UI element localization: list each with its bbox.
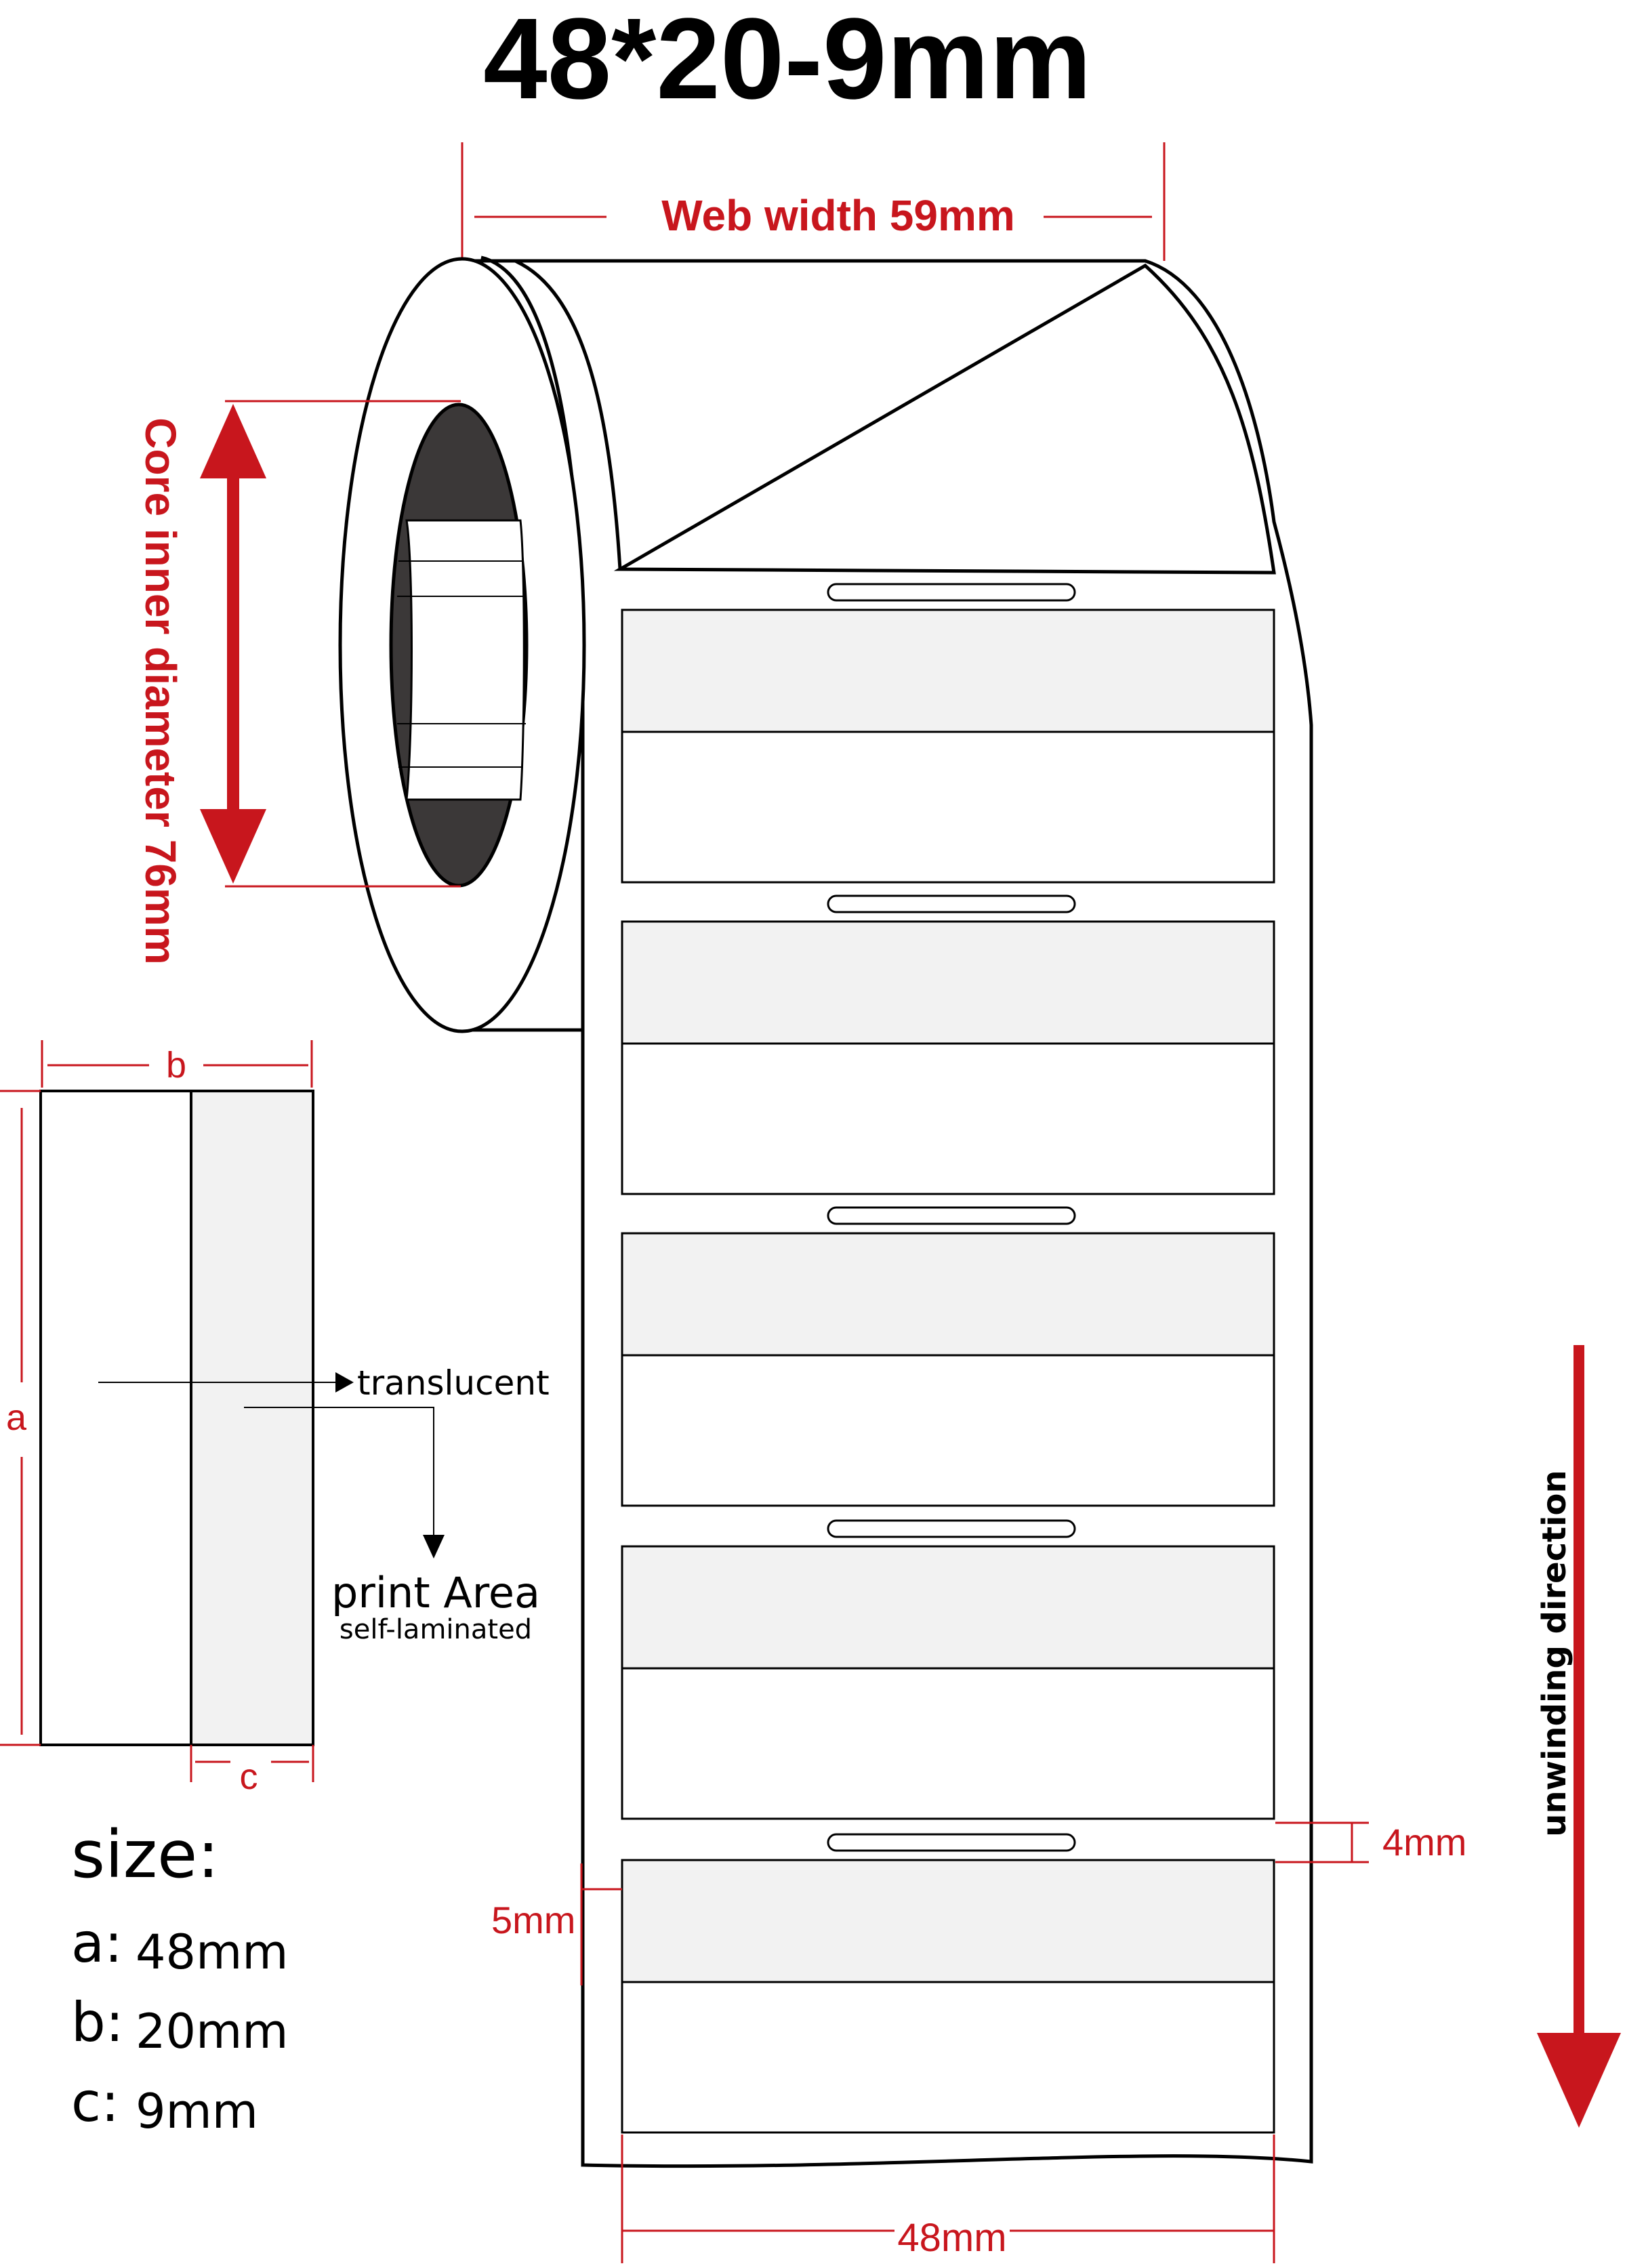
label-print-area [622, 922, 1274, 1044]
size-c-value: 9mm [136, 2084, 258, 2139]
label-print-area [622, 1860, 1274, 1982]
label-print-area [622, 610, 1274, 732]
label-print-area [622, 1546, 1274, 1668]
label-gap-slot [828, 1834, 1075, 1851]
roll-core [391, 405, 527, 886]
size-b-value: 20mm [136, 2004, 289, 2059]
size-c-key: c: [71, 2071, 119, 2134]
label-translucent-area [622, 732, 1274, 882]
label-gap-slot [828, 896, 1075, 912]
label-gap-slot [828, 584, 1075, 600]
core-diameter-label: Core inner diameter 76mm [136, 417, 185, 965]
c-dimension-label: c [239, 1756, 258, 1797]
a-dimension-label: a [5, 1397, 27, 1438]
label-translucent-area [622, 1982, 1274, 2132]
translucent-label: translucent [357, 1363, 550, 1403]
page-title: 48*20-9mm [483, 0, 1092, 123]
size-a-key: a: [71, 1912, 123, 1975]
label-stack [622, 584, 1274, 2132]
print-area-label: print Area [331, 1568, 541, 1617]
label-gap-slot [828, 1208, 1075, 1224]
size-heading: size: [71, 1817, 220, 1893]
label-width-text: 48mm [897, 2216, 1007, 2260]
label-print-area [622, 1233, 1274, 1355]
label-gap-slot [828, 1521, 1075, 1537]
size-b-key: b: [71, 1991, 124, 2054]
unwinding-direction-label: unwinding direction [1536, 1470, 1573, 1837]
label-translucent-area [622, 1044, 1274, 1194]
print-area-height-label: 5mm [491, 1899, 576, 1941]
label-translucent-area [622, 1355, 1274, 1506]
size-a-value: 48mm [136, 1924, 289, 1980]
web-width-label: Web width 59mm [661, 191, 1015, 240]
self-laminated-label: self-laminated [339, 1614, 533, 1645]
gap-label: 4mm [1382, 1821, 1467, 1863]
size-list [71, 1912, 288, 2139]
b-dimension-label: b [165, 1045, 187, 1086]
label-translucent-area [622, 1668, 1274, 1819]
label-detail [41, 1091, 313, 1745]
